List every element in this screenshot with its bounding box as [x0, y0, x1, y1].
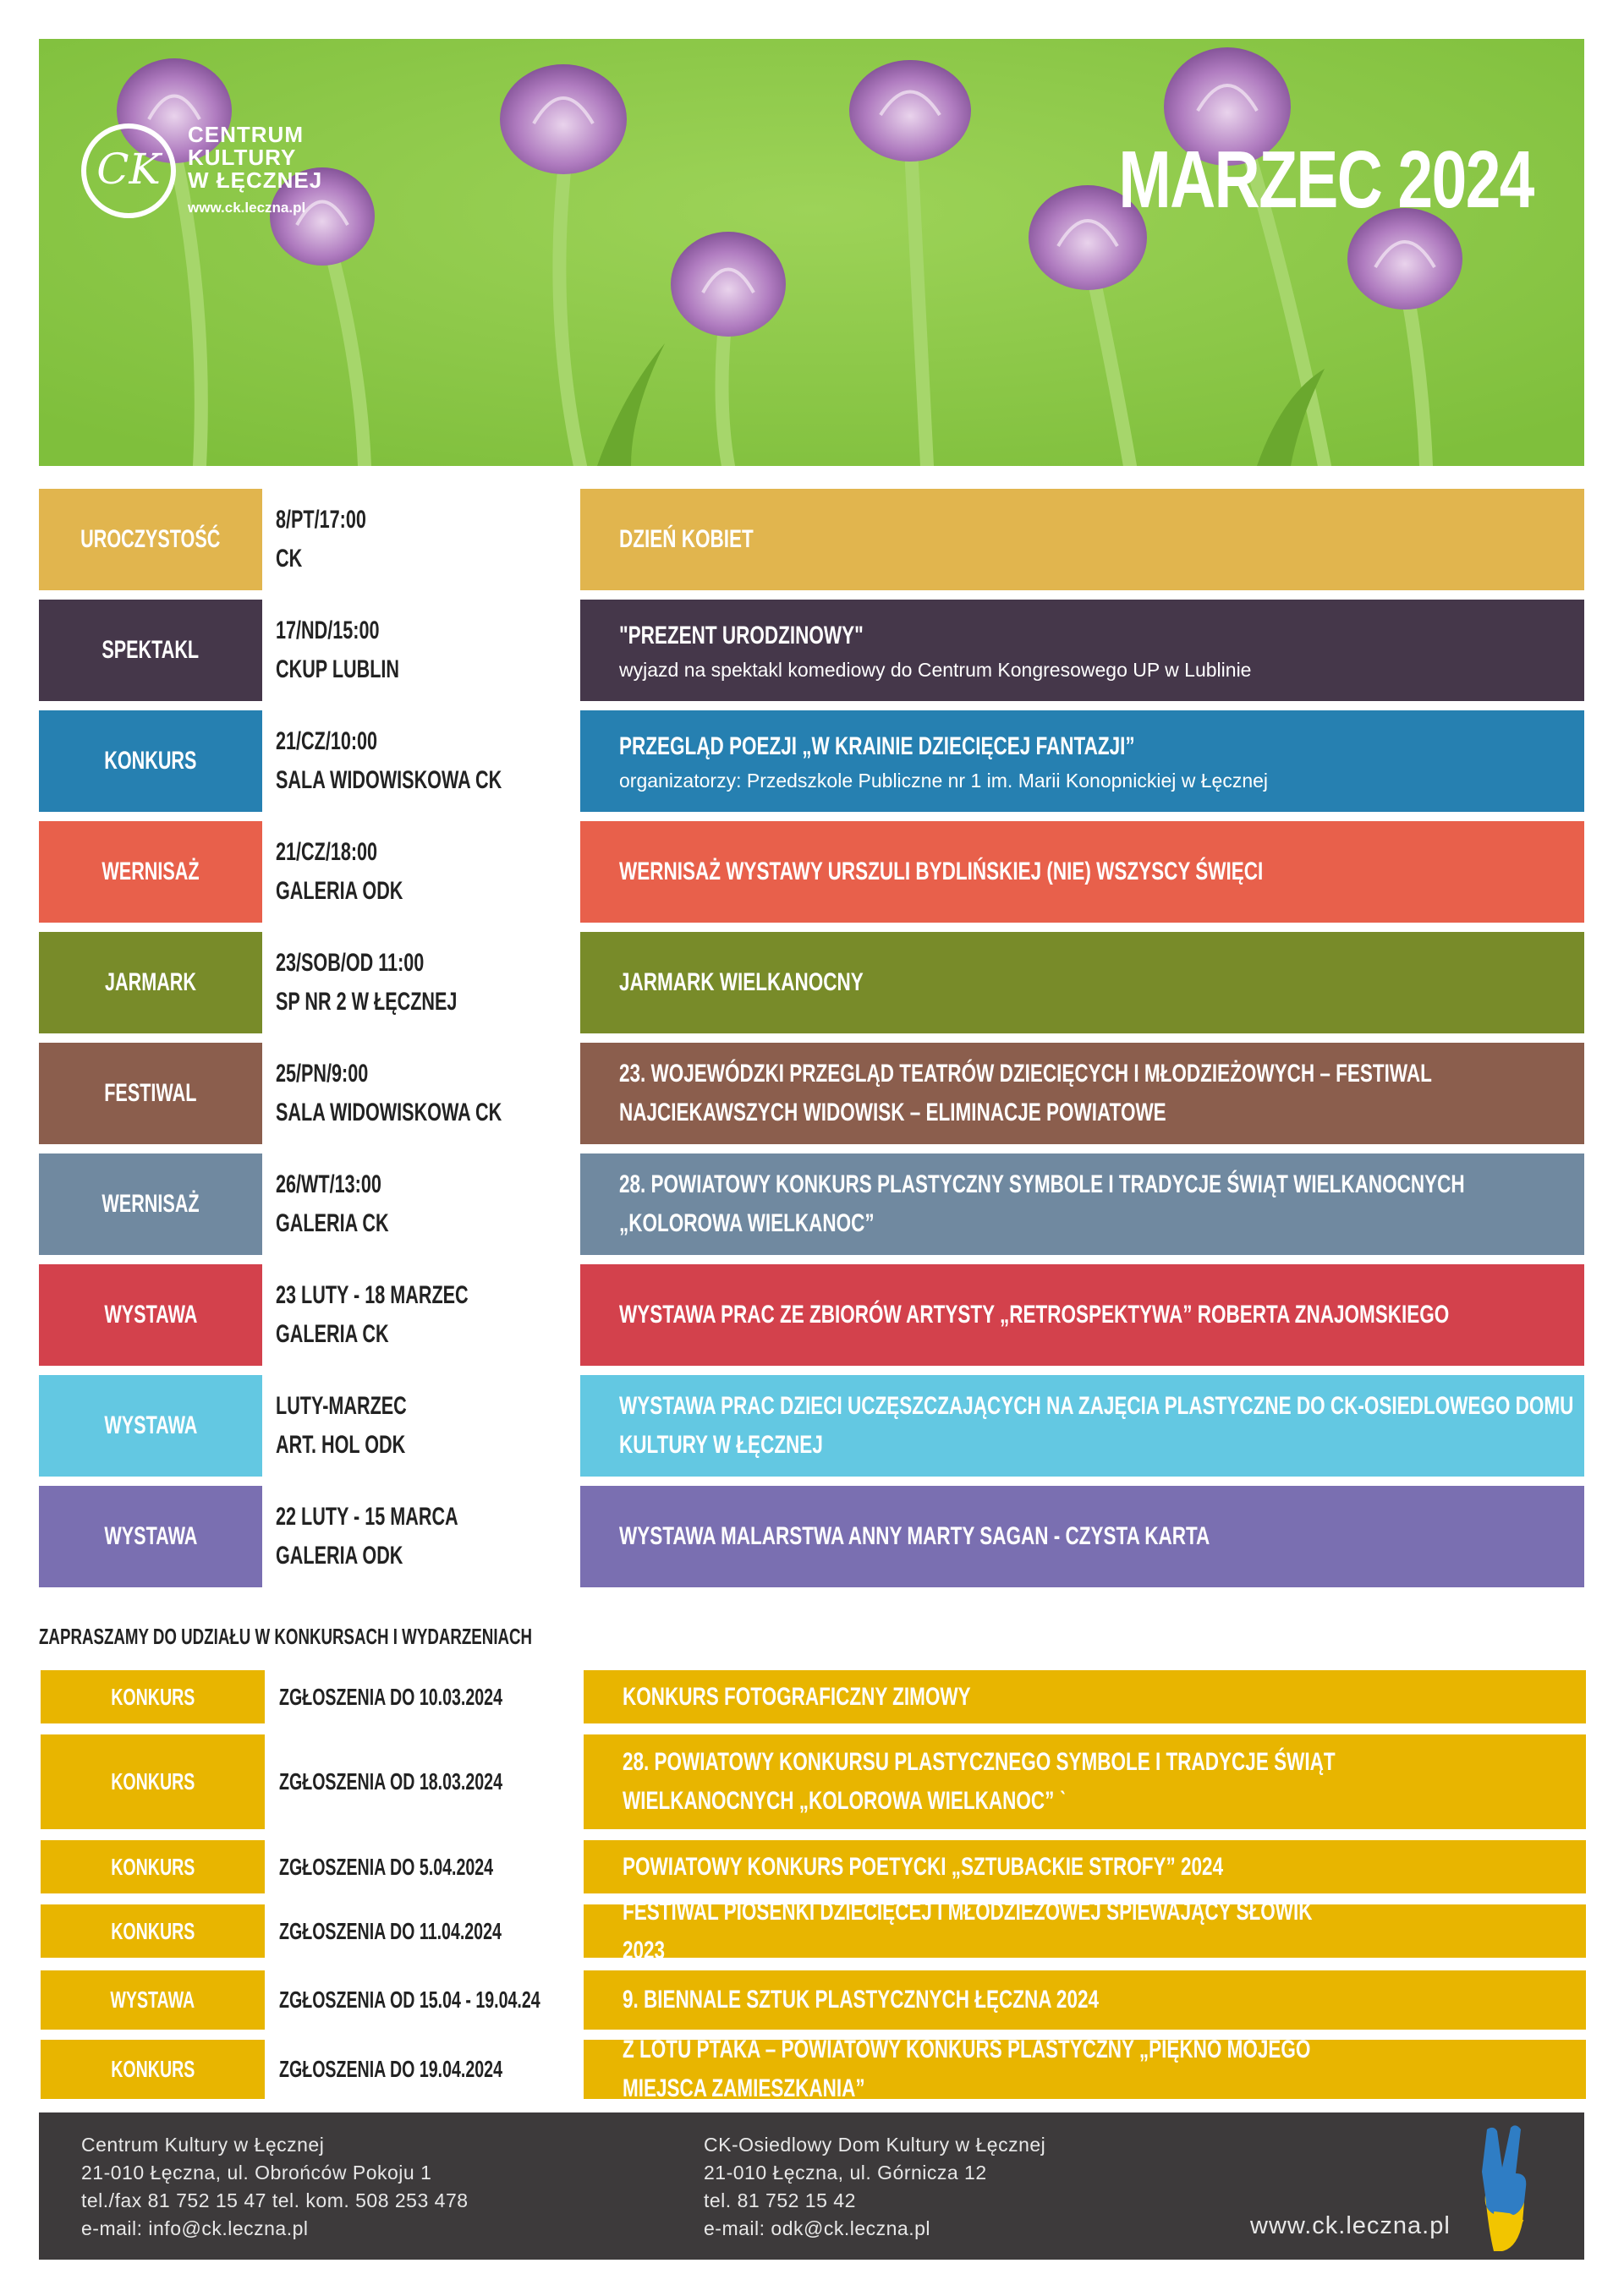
footer-email[interactable]: e-mail: odk@ck.leczna.pl [704, 2217, 930, 2239]
footer-line: 21-010 Łęczna, ul. Górnicza 12 [704, 2162, 987, 2184]
event-row [39, 600, 1584, 701]
event-description [580, 821, 1584, 923]
event-when: 21/CZ/10:00 SALA WIDOWISKOWA CK [276, 727, 502, 794]
footer-line: CK-Osiedlowy Dom Kultury w Łęcznej [704, 2134, 1046, 2156]
event-when: 17/ND/15:00 CKUP LUBLIN [276, 616, 400, 683]
event-category: WERNISAŻ [39, 821, 262, 923]
event-description [580, 1375, 1584, 1477]
event-description [580, 1486, 1584, 1587]
event-row [39, 932, 1584, 1033]
footer-address-ck [81, 2131, 469, 2243]
footer [39, 2112, 1584, 2260]
competition-title: 9. BIENNALE SZTUK PLASTYCZNYCH ŁĘCZNA 2024 [584, 1970, 1586, 2030]
event-row [39, 1486, 1584, 1587]
event-title: JARMARK WIELKANOCNY [619, 968, 864, 996]
event-category: WYSTAWA [39, 1486, 262, 1587]
competition-title: FESTIWAL PIOSENKI DZIECIĘCEJ I MŁODZIEŻOWEJ ŚPIEWAJĄCY SŁOWIK 2023 [584, 1904, 1586, 1958]
event-when: 21/CZ/18:00 GALERIA ODK [276, 838, 403, 905]
competition-title: Z LOTU PTAKA – POWIATOWY KONKURS PLASTYCZNY „PIĘKNO MOJEGO MIEJSCA ZAMIESZKANIA” [584, 2040, 1586, 2099]
competition-row [41, 2036, 1586, 2102]
event-row [39, 1153, 1584, 1255]
event-category: JARMARK [39, 932, 262, 1033]
event-title: 23. WOJEWÓDZKI PRZEGLĄD TEATRÓW DZIECIĘCYCH I MŁODZIEŻOWYCH – FESTIWAL NAJCIEKAWSZYCH WIDOWISK – ELIMINACJE POWIATOWE [619, 1060, 1432, 1126]
logo-line: CENTRUM [188, 122, 304, 147]
event-when: 23/SOB/OD 11:00 SP NR 2 W ŁĘCZNEJ [276, 949, 458, 1016]
competition-row [41, 1734, 1586, 1829]
competition-row [41, 1970, 1586, 2030]
event-when: 8/PT/17:00 CK [276, 506, 366, 573]
event-row [39, 1264, 1584, 1366]
event-category: FESTIWAL [39, 1043, 262, 1144]
competition-deadline: ZGŁOSZENIA DO 11.04.2024 [279, 1917, 502, 1944]
footer-address-odk [704, 2131, 1045, 2243]
event-category: UROCZYSTOŚĆ [39, 489, 262, 590]
event-description [580, 1153, 1584, 1255]
event-row [39, 1043, 1584, 1144]
competition-category: KONKURS [41, 1670, 265, 1723]
event-title: WYSTAWA PRAC ZE ZBIORÓW ARTYSTY „RETROSPEKTYWA” ROBERTA ZNAJOMSKIEGO [619, 1301, 1450, 1329]
footer-line: 21-010 Łęczna, ul. Obrońców Pokoju 1 [81, 2162, 432, 2184]
header-banner [39, 39, 1584, 466]
event-description [580, 1264, 1584, 1366]
event-category: WYSTAWA [39, 1375, 262, 1477]
event-when: LUTY-MARZEC ART. HOL ODK [276, 1392, 407, 1459]
logo-mark: CK [96, 145, 161, 194]
event-description [580, 1043, 1584, 1144]
event-subtitle: wyjazd na spektakl komediowy do Centrum Kongresowego UP w Lublinie [619, 659, 1252, 681]
competition-category: KONKURS [41, 1840, 265, 1893]
footer-line: tel./fax 81 752 15 47 tel. kom. 508 253 478 [81, 2189, 469, 2211]
event-when: 23 LUTY - 18 MARZEC GALERIA CK [276, 1281, 469, 1348]
peace-hand-icon [1468, 2121, 1544, 2253]
event-category: WYSTAWA [39, 1264, 262, 1366]
event-title: "PREZENT URODZINOWY" [619, 622, 864, 649]
event-title: WYSTAWA MALARSTWA ANNY MARTY SAGAN - CZYSTA KARTA [619, 1522, 1210, 1550]
competition-category: KONKURS [41, 2040, 265, 2099]
event-when: 25/PN/9:00 SALA WIDOWISKOWA CK [276, 1060, 502, 1126]
event-title: DZIEŃ KOBIET [619, 525, 754, 553]
logo-line: W ŁĘCZNEJ [188, 167, 323, 193]
event-row [39, 821, 1584, 923]
event-title: WYSTAWA PRAC DZIECI UCZĘSZCZAJĄCYCH NA ZAJĘCIA PLASTYCZNE DO CK-OSIEDLOWEGO DOMU KULTURY W ŁĘCZNEJ [619, 1392, 1574, 1459]
event-category: WERNISAŻ [39, 1153, 262, 1255]
competition-title: 28. POWIATOWY KONKURSU PLASTYCZNEGO SYMBOLE I TRADYCJE ŚWIĄT WIELKANOCNYCH „KOLOROWA WIELKANOC” ˋ [584, 1734, 1586, 1829]
competition-deadline: ZGŁOSZENIA DO 19.04.2024 [279, 2056, 502, 2082]
competition-deadline: ZGŁOSZENIA OD 18.03.2024 [279, 1768, 502, 1795]
logo-text [188, 123, 322, 192]
event-category: SPEKTAKL [39, 600, 262, 701]
footer-line: tel. 81 752 15 42 [704, 2189, 856, 2211]
competition-category: WYSTAWA [41, 1970, 265, 2030]
event-subtitle: organizatorzy: Przedszkole Publiczne nr 1 im. Marii Konopnickiej w Łęcznej [619, 770, 1269, 792]
footer-email[interactable]: e-mail: info@ck.leczna.pl [81, 2217, 309, 2239]
logo-url: www.ck.leczna.pl [188, 200, 306, 216]
event-description [580, 932, 1584, 1033]
event-description [580, 710, 1584, 812]
event-description [580, 489, 1584, 590]
section-heading: ZAPRASZAMY DO UDZIAŁU W KONKURSACH I WYDARZENIACH [39, 1624, 533, 1649]
competition-deadline: ZGŁOSZENIA OD 15.04 - 19.04.24 [279, 1986, 540, 2013]
competition-category: KONKURS [41, 1904, 265, 1958]
event-category: KONKURS [39, 710, 262, 812]
logo-line: KULTURY [188, 145, 297, 170]
event-when: 22 LUTY - 15 MARCA GALERIA ODK [276, 1503, 458, 1570]
competition-category: KONKURS [41, 1734, 265, 1829]
competition-row [41, 1670, 1586, 1723]
event-row [39, 710, 1584, 812]
event-when: 26/WT/13:00 GALERIA CK [276, 1170, 389, 1237]
event-row [39, 1375, 1584, 1477]
competition-row [41, 1897, 1586, 1964]
event-row [39, 489, 1584, 590]
competition-title: KONKURS FOTOGRAFICZNY ZIMOWY [584, 1670, 1586, 1723]
event-title: WERNISAŻ WYSTAWY URSZULI BYDLIŃSKIEJ (NIE) WSZYSCY ŚWIĘCI [619, 858, 1264, 885]
competition-row [41, 1840, 1586, 1893]
event-description [580, 600, 1584, 701]
competition-deadline: ZGŁOSZENIA DO 10.03.2024 [279, 1683, 502, 1710]
event-title: 28. POWIATOWY KONKURS PLASTYCZNY SYMBOLE I TRADYCJE ŚWIĄT WIELKANOCNYCH „KOLOROWA WIELKANOC” [619, 1170, 1465, 1237]
competition-deadline: ZGŁOSZENIA DO 5.04.2024 [279, 1853, 494, 1880]
page-title: MARZEC 2024 [1118, 134, 1533, 225]
tulips-illustration [39, 39, 1584, 466]
event-title: PRZEGLĄD POEZJI „W KRAINIE DZIECIĘCEJ FANTAZJI” [619, 732, 1135, 760]
competition-title: POWIATOWY KONKURS POETYCKI „SZTUBACKIE STROFY” 2024 [584, 1840, 1586, 1893]
footer-website-link[interactable]: www.ck.leczna.pl [1250, 2212, 1451, 2239]
footer-line: Centrum Kultury w Łęcznej [81, 2134, 325, 2156]
